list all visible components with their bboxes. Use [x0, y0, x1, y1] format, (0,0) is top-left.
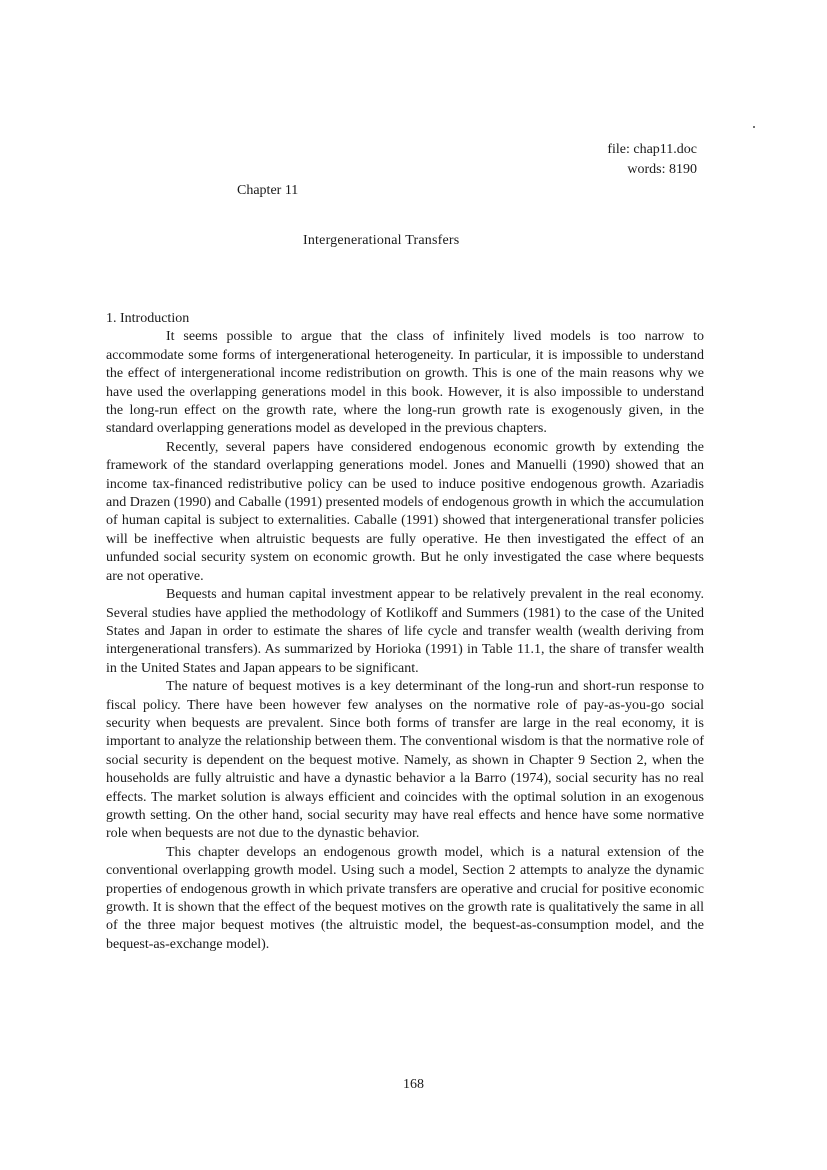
file-metadata: [607, 140, 697, 180]
scan-speck: [753, 126, 755, 128]
paragraph: It seems possible to argue that the class of infinitely lived models is too narrow to accommodate some forms of intergenerational heterogeneity. In particular, it is impossible to understand the effect of intergenerational income redistribution on growth. This is one of the main reasons why we have used the overlapping generations model in this book. However, it is also impossible to understand the long-run effect on the growth rate, where the long-run growth rate is exogenously given, in the standard overlapping generations model as developed in the previous chapters.: [106, 329, 704, 437]
paragraph: Bequests and human capital investment appear to be relatively prevalent in the real economy. Several studies have applied the methodology of Kotlikoff and Summers (1981) to the case of the United States and Japan in order to estimate the shares of life cycle and transfer wealth (wealth deriving from intergenerational transfers). As summarized by Horioka (1991) in Table 11.1, the share of transfer wealth in the United States and Japan appears to be significant.: [106, 587, 704, 676]
paragraph: This chapter develops an endogenous growth model, which is a natural extension of the conventional overlapping growth model. Using such a model, Section 2 attempts to analyze the dynamic properties of endogenous growth in which private transfers are operative and crucial for positive economic growth. It is shown that the effect of the bequest motives on the growth rate is qualitatively the same in all of the three major bequest motives (the altruistic model, the bequest-as-consumption model, and the bequest-as-exchange model).: [106, 844, 704, 952]
chapter-title: Intergenerational Transfers: [303, 233, 460, 248]
chapter-label: Chapter 11: [237, 183, 299, 198]
paragraph: The nature of bequest motives is a key determinant of the long-run and short-run response to fiscal policy. There have been however few analyses on the normative role of pay-as-you-go social security when bequests are prevalent. Since both forms of transfer are large in the real economy, it is important to analyze the relationship between them. The conventional wisdom is that the normative role of social security is dependent on the bequest motive. Namely, as shown in Chapter 9 Section 2, when the households are fully altruistic and have a dynastic behavior a la Barro (1974), social security has no real effects. The market solution is always efficient and coincides with the optimal solution in an exogenous growth setting. On the other hand, social security may have real effects and hence have some normative role when bequests are not due to the dynastic behavior.: [106, 679, 704, 842]
word-count: words: 8190: [627, 162, 697, 177]
section-heading: 1. Introduction: [106, 311, 190, 326]
paragraph: Recently, several papers have considered endogenous economic growth by extending the framework of the standard overlapping generations model. Jones and Manuelli (1990) showed that an income tax-financed redistributive policy can be used to induce positive endogenous growth. Azariadis and Drazen (1990) and Caballe (1991) presented models of endogenous growth in which the accumulation of human capital is subject to externalities. Caballe (1991) showed that intergenerational transfer policies will be ineffective when altruistic bequests are fully operative. He then investigated the effect of an unfunded social security system on economic growth. But he only investigated the case where bequests are not operative.: [106, 439, 704, 584]
file-name: file: chap11.doc: [607, 142, 697, 157]
introduction-section: [106, 310, 704, 954]
page-number: 168: [403, 1077, 424, 1092]
